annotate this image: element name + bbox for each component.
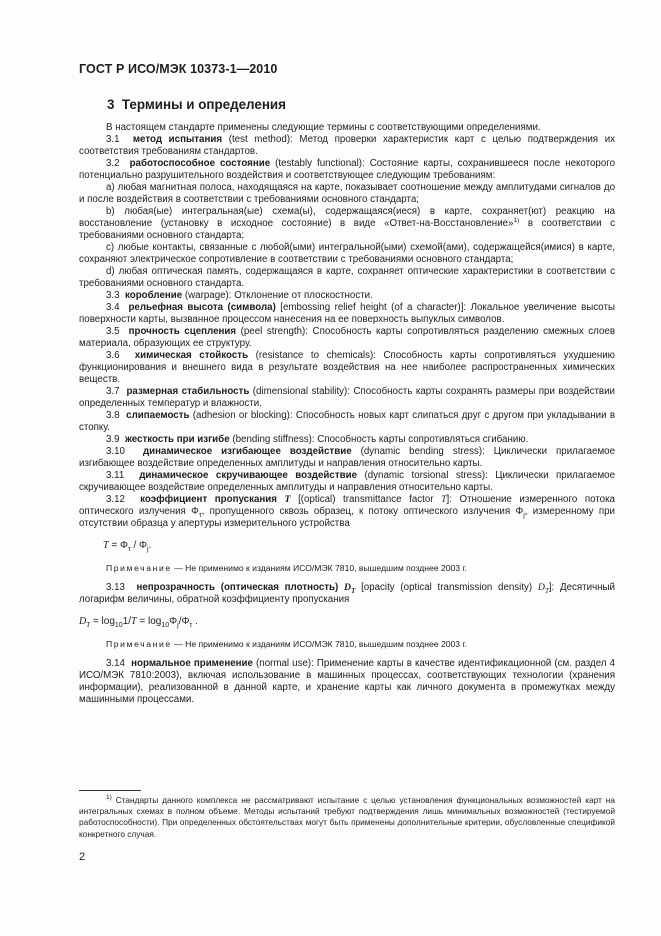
subscript: 10 <box>114 622 123 629</box>
term-definition: [opacity (optical transmission density) <box>355 582 538 593</box>
term-definition: (testably functional): Состояние карты, сохранившееся после некоторого потенциально разрушительного воздействия и соответствующее следующим требованиям: <box>79 158 616 181</box>
term-number: 3.2 <box>106 158 120 169</box>
formula-part: = Φ <box>108 540 128 551</box>
term-definition: ]: Десятичный логарифм величины, обратной коэффициенту пропускания <box>79 582 616 605</box>
standard-header: ГОСТ Р ИСО/МЭК 10373-1—2010 <box>79 62 278 76</box>
term-definition: , измеренному при отсутствии образца у апертуры измерительного устройства <box>79 506 615 529</box>
term-number: 3.8 <box>106 410 120 421</box>
term-definition: ]: Отношение измеренного потока оптического излучения Φ <box>79 494 615 517</box>
subscript: T <box>351 586 356 595</box>
section-number: 3 <box>107 97 115 112</box>
term-number: 3.5 <box>106 326 120 337</box>
term-number: 3.7 <box>106 386 120 397</box>
term-number: 3.12 <box>106 494 125 505</box>
item-text: b) любая(ые) интегральная(ые) схема(ы), содержащаяся(иеся) в карте, сохраняет(ют) реакцию на восстановление (установку в исходное состояние) в виде «Ответ-на-Восстановление» <box>79 206 615 229</box>
term-3-11 <box>79 470 615 494</box>
note-2 <box>79 638 615 650</box>
term-definition: (bending stiffness): Способность карты сопротивляться сгибанию. <box>229 434 529 445</box>
subscript: τ <box>198 511 202 519</box>
term-3-14 <box>79 658 615 706</box>
term-definition: (dimensional stability): Способность карты сохранять размеры при воздействии определенных температур и влажности. <box>79 386 615 409</box>
term-number: 3.6 <box>106 350 120 361</box>
footnote <box>79 795 615 840</box>
formula-symbol: T <box>103 540 109 551</box>
subscript: 10 <box>161 622 170 629</box>
term-definition: [(optical) transmittance factor <box>290 494 442 505</box>
formula-symbol: D <box>79 616 87 627</box>
term-definition: (dynamic torsional stress): Циклически прилагаемое скручивающее воздействие определенных амплитуды и направления относительно карты. <box>79 470 615 493</box>
subscript: j <box>523 511 525 519</box>
intro-paragraph: В настоящем стандарте применены следующие термины с соответствующими определениями. <box>106 122 541 133</box>
note-label: Примечание <box>106 563 172 573</box>
term-3-6 <box>79 350 615 386</box>
formula-part: . <box>192 616 198 627</box>
note-text: — Не применимо к изданиям ИСО/МЭК 7810, вышедшим позднее 2003 г. <box>171 639 467 649</box>
term-name: нормальное применение <box>131 658 253 669</box>
term-definition: (normal use): Применение карты в качестве идентификационной (см. раздел 4 ИСО/МЭК 7810:2003), включая использование в машинных процессах, соответствующих технологии (хранения информации), реализованной в данной карте, и хранение карты как личного документа в промежутках между машинными процессами. <box>79 658 616 705</box>
term-definition: (test method): Метод проверки характеристик карт с целью подтверждения их соответствия требованиям стандартов. <box>79 134 616 157</box>
term-name: динамическое скручивающее воздействие <box>139 470 358 481</box>
term-definition: [embossing relief height (of a character)]: Локальное увеличение высоты поверхности карты, вызванное процессом нанесения на ее поверхность выпуклых символов. <box>79 302 615 325</box>
term-3-13 <box>79 582 615 606</box>
term-name: коэффициент пропускания <box>140 494 277 505</box>
term-name: прочность сцепления <box>128 326 237 337</box>
formula-part: Φ <box>169 616 178 627</box>
term-number: 3.9 <box>106 434 120 445</box>
term-3-2-item-c: c) любые контакты, связанные с любой(ыми) интегральной(ыми) схемой(ами), содержащейся(имися) в карте, сохраняют электрическое сопротивление в соответствии с требованиями основного стандарта; <box>79 242 615 265</box>
term-3-5 <box>79 326 615 350</box>
term-name: непрозрачность (оптическая плотность) <box>136 582 339 593</box>
term-3-1 <box>79 134 615 158</box>
term-number: 3.4 <box>106 302 120 313</box>
formula-part: = log <box>136 616 162 627</box>
formula-transmittance <box>79 540 615 552</box>
note-1 <box>79 562 615 574</box>
term-name: химическая стойкость <box>134 350 249 361</box>
section-title: Термины и определения <box>121 97 286 112</box>
page-number: 2 <box>79 851 86 863</box>
term-name: размерная стабильность <box>126 386 250 397</box>
section-heading <box>107 97 286 112</box>
term-3-2-item-d: d) любая оптическая память, содержащаяся в карте, сохраняет оптические характеристики в соответствии с требованиями основного стандарта. <box>79 266 615 289</box>
term-3-10 <box>79 446 615 470</box>
term-3-2-item-a: a) любая магнитная полоса, находящаяся на карте, показывает соотношение между амплитудами сигналов до и после воздействия в соответствии с требованиями основного стандарта; <box>79 182 615 205</box>
term-3-12 <box>79 494 615 530</box>
note-label: Примечание <box>106 639 172 649</box>
symbol-T: T <box>441 494 447 505</box>
formula-part: /Φ <box>178 616 190 627</box>
subscript: τ <box>189 622 193 629</box>
term-3-9 <box>79 434 615 446</box>
term-definition: , пропущенного сквозь образец, к потоку оптического излучения Φ <box>201 506 524 517</box>
term-definition: (peel strength): Способность карты сопротивляться разделению смежных слоев материала, образующих ее структуру. <box>79 326 615 349</box>
term-name: рельефная высота (символа) <box>128 302 276 313</box>
term-name: коробление <box>124 290 183 301</box>
symbol-T: T <box>284 494 291 505</box>
formula-part: / Φ <box>130 540 148 551</box>
term-definition: (dynamic bending stress): Циклически прилагаемое изгибающее воздействие определенных амплитуды и направления относительно карты. <box>79 446 615 469</box>
formula-part: . <box>148 540 152 551</box>
subscript: j <box>177 622 179 629</box>
formula-opacity <box>79 616 615 628</box>
term-name: метод испытания <box>132 134 223 145</box>
term-definition: (warpage): Отклонение от плоскостности. <box>182 290 373 301</box>
term-3-2 <box>79 158 615 182</box>
note-text: — Не применимо к изданиям ИСО/МЭК 7810, вышедшим позднее 2003 г. <box>171 563 467 573</box>
footnote-mark: 1) <box>106 794 112 802</box>
term-number: 3.10 <box>106 446 125 457</box>
item-text: в соответствии с требованиями основного стандарта; <box>79 218 615 241</box>
term-number: 3.1 <box>106 134 120 145</box>
term-definition: (adhesion or blocking): Способность новых карт слипаться друг с другом при укладывании в стопку. <box>79 410 616 433</box>
symbol-D: D <box>537 582 545 593</box>
term-name: работоспособное состояние <box>129 158 271 169</box>
footnote-divider <box>79 790 141 791</box>
subscript: T <box>544 586 549 595</box>
term-number: 3.3 <box>106 290 120 301</box>
term-3-3 <box>79 290 615 302</box>
subscript: j <box>147 546 149 553</box>
subscript: T <box>86 621 91 629</box>
term-3-4 <box>79 302 615 326</box>
term-name: слипаемость <box>126 410 190 421</box>
term-3-2-item-b <box>79 206 615 242</box>
footnote-text: Стандарты данного комплекса не рассматривают испытание с целью установления функциональных возможностей карт на интегральных схемах в полном объеме. Методы испытаний требуют подтверждения лишь минимальных возможностей (тестируемой работоспособности). При определенных обстоятельствах могут быть применены дополнительные критерии, обусловленные спецификой конкретного случая. <box>79 795 615 839</box>
term-3-8 <box>79 410 615 434</box>
formula-symbol: T <box>131 616 137 627</box>
document-body <box>79 122 615 706</box>
formula-part: 1/ <box>122 616 132 627</box>
term-name: жесткость при изгибе <box>124 434 230 445</box>
term-definition: (resistance to chemicals): Способность карты сопротивляться ухудшению функционирования и внешнего вида в результате воздействия на нее наиболее распространенных химических веществ. <box>79 350 615 385</box>
term-3-7 <box>79 386 615 410</box>
term-name: динамическое изгибающее воздействие <box>142 446 352 457</box>
symbol-D: D <box>344 582 352 593</box>
footnote-ref: 1) <box>513 216 520 224</box>
term-number: 3.13 <box>106 582 125 593</box>
subscript: τ <box>127 546 131 553</box>
formula-part: = log <box>90 616 115 627</box>
term-number: 3.14 <box>106 658 125 669</box>
term-number: 3.11 <box>106 470 125 481</box>
